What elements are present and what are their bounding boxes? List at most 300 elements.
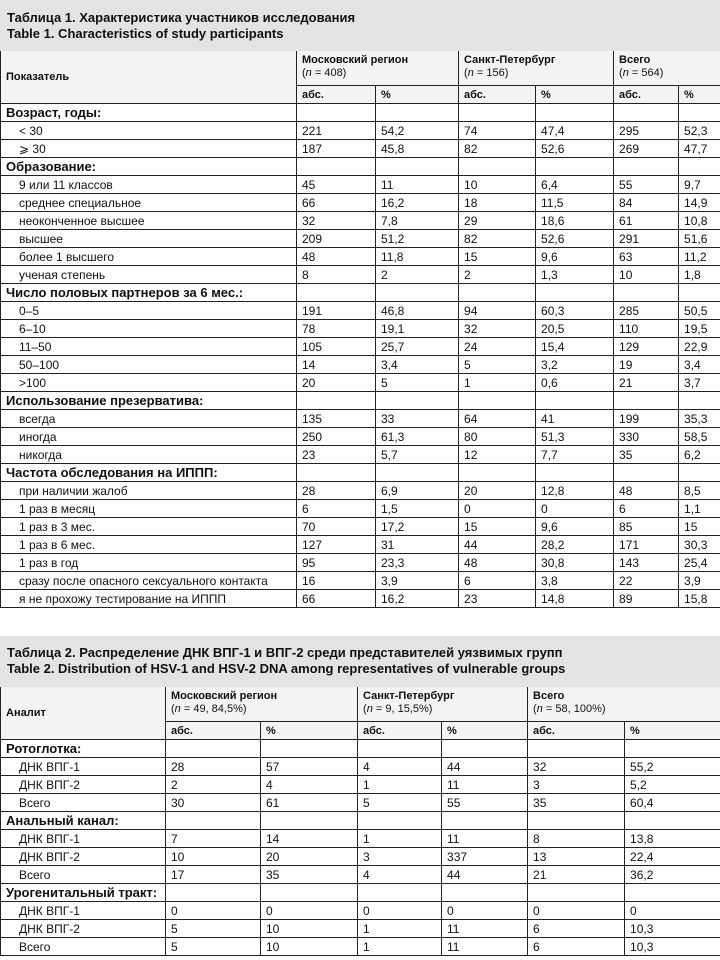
pct-value-cell: 47,7 bbox=[679, 140, 720, 158]
abs-value-cell: 5 bbox=[166, 938, 261, 956]
table-row bbox=[1, 356, 720, 374]
section-title: Ротоглотка: bbox=[1, 740, 166, 758]
section-row bbox=[1, 812, 720, 830]
section-empty-cell bbox=[459, 284, 536, 302]
table-row bbox=[1, 230, 720, 248]
table-row bbox=[1, 140, 720, 158]
row-label: 50–100 bbox=[1, 356, 297, 374]
abs-value-cell: 269 bbox=[614, 140, 679, 158]
section-empty-cell bbox=[679, 464, 720, 482]
pct-value-cell: 25,7 bbox=[376, 338, 459, 356]
table-1-title-en: Table 1. Characteristics of study participants bbox=[7, 26, 284, 41]
abs-value-cell: 32 bbox=[459, 320, 536, 338]
section-title: Частота обследования на ИППП: bbox=[1, 464, 297, 482]
pct-value-cell: 45,8 bbox=[376, 140, 459, 158]
section-empty-cell bbox=[614, 464, 679, 482]
abs-value-cell: 35 bbox=[528, 794, 625, 812]
row-label: ДНК ВПГ-2 bbox=[1, 776, 166, 794]
section-empty-cell bbox=[166, 884, 261, 902]
abs-value-cell: 89 bbox=[614, 590, 679, 608]
pct-value-cell: 16,2 bbox=[376, 590, 459, 608]
section-empty-cell bbox=[614, 392, 679, 410]
row-label: среднее специальное bbox=[1, 194, 297, 212]
abs-value-cell: 3 bbox=[528, 776, 625, 794]
pct-value-cell: 6,9 bbox=[376, 482, 459, 500]
row-label: < 30 bbox=[1, 122, 297, 140]
table-2-title-en: Table 2. Distribution of HSV-1 and HSV-2 DNA among representatives of vulnerable groups bbox=[7, 661, 566, 676]
pct-value-cell: 9,6 bbox=[536, 248, 614, 266]
section-empty-cell bbox=[459, 464, 536, 482]
abs-value-cell: 20 bbox=[459, 482, 536, 500]
pct-value-cell: 22,9 bbox=[679, 338, 720, 356]
table-row bbox=[1, 518, 720, 536]
group-n: (n = 49, 84,5%) bbox=[171, 703, 247, 715]
sub-header-pct: % bbox=[442, 722, 528, 740]
sub-header-abs: абс. bbox=[528, 722, 625, 740]
pct-value-cell: 60,3 bbox=[536, 302, 614, 320]
sub-header-abs: абс. bbox=[358, 722, 442, 740]
table-row bbox=[1, 500, 720, 518]
pct-value-cell: 33 bbox=[376, 410, 459, 428]
table-row bbox=[1, 902, 720, 920]
pct-value-cell: 54,2 bbox=[376, 122, 459, 140]
pct-value-cell: 7,7 bbox=[536, 446, 614, 464]
section-empty-cell bbox=[376, 284, 459, 302]
abs-value-cell: 74 bbox=[459, 122, 536, 140]
abs-value-cell: 30 bbox=[166, 794, 261, 812]
pct-value-cell: 10 bbox=[261, 920, 358, 938]
group-n: (n = 58, 100%) bbox=[533, 703, 606, 715]
table-row bbox=[1, 122, 720, 140]
sub-header-abs: абс. bbox=[459, 86, 536, 104]
section-empty-cell bbox=[679, 158, 720, 176]
table-row bbox=[1, 320, 720, 338]
sub-header-abs: абс. bbox=[166, 722, 261, 740]
row-label: сразу после опасного сексуального контакта bbox=[1, 572, 297, 590]
abs-value-cell: 18 bbox=[459, 194, 536, 212]
abs-value-cell: 0 bbox=[358, 902, 442, 920]
pct-value-cell: 50,5 bbox=[679, 302, 720, 320]
abs-value-cell: 82 bbox=[459, 140, 536, 158]
table-row bbox=[1, 446, 720, 464]
pct-value-cell: 0 bbox=[536, 500, 614, 518]
section-empty-cell bbox=[442, 884, 528, 902]
pct-value-cell: 57 bbox=[261, 758, 358, 776]
pct-value-cell: 51,3 bbox=[536, 428, 614, 446]
group-n: (n = 9, 15,5%) bbox=[363, 703, 433, 715]
abs-value-cell: 330 bbox=[614, 428, 679, 446]
pct-value-cell: 60,4 bbox=[625, 794, 720, 812]
sub-header-pct: % bbox=[261, 722, 358, 740]
abs-value-cell: 0 bbox=[528, 902, 625, 920]
section-title: Возраст, годы: bbox=[1, 104, 297, 122]
table-1-caption bbox=[0, 0, 720, 51]
pct-value-cell: 35 bbox=[261, 866, 358, 884]
group-header-moscow bbox=[297, 51, 459, 86]
row-label: Всего bbox=[1, 794, 166, 812]
abs-value-cell: 8 bbox=[297, 266, 376, 284]
row-label: 6–10 bbox=[1, 320, 297, 338]
group-header-spb bbox=[358, 687, 528, 722]
section-empty-cell bbox=[297, 158, 376, 176]
pct-value-cell: 52,6 bbox=[536, 230, 614, 248]
table-1-body bbox=[1, 104, 720, 608]
abs-value-cell: 20 bbox=[297, 374, 376, 392]
pct-value-cell: 14,8 bbox=[536, 590, 614, 608]
pct-value-cell: 44 bbox=[442, 866, 528, 884]
abs-value-cell: 105 bbox=[297, 338, 376, 356]
section-empty-cell bbox=[536, 392, 614, 410]
section-empty-cell bbox=[614, 104, 679, 122]
abs-value-cell: 32 bbox=[528, 758, 625, 776]
abs-value-cell: 48 bbox=[614, 482, 679, 500]
row-label: 1 раз в год bbox=[1, 554, 297, 572]
pct-value-cell: 30,3 bbox=[679, 536, 720, 554]
table-row bbox=[1, 920, 720, 938]
abs-value-cell: 48 bbox=[297, 248, 376, 266]
section-empty-cell bbox=[536, 464, 614, 482]
pct-value-cell: 1,8 bbox=[679, 266, 720, 284]
abs-value-cell: 143 bbox=[614, 554, 679, 572]
section-empty-cell bbox=[261, 884, 358, 902]
abs-value-cell: 28 bbox=[297, 482, 376, 500]
group-n: (n = 564) bbox=[619, 67, 664, 79]
pct-value-cell: 7,8 bbox=[376, 212, 459, 230]
table-row bbox=[1, 830, 720, 848]
section-row bbox=[1, 158, 720, 176]
pct-value-cell: 3,9 bbox=[376, 572, 459, 590]
section-row bbox=[1, 740, 720, 758]
analyte-header: Аналит bbox=[1, 687, 166, 740]
pct-value-cell: 1,5 bbox=[376, 500, 459, 518]
abs-value-cell: 66 bbox=[297, 194, 376, 212]
pct-value-cell: 2 bbox=[376, 266, 459, 284]
pct-value-cell: 11,5 bbox=[536, 194, 614, 212]
section-empty-cell bbox=[679, 284, 720, 302]
pct-value-cell: 55 bbox=[442, 794, 528, 812]
section-empty-cell bbox=[625, 884, 720, 902]
section-empty-cell bbox=[614, 284, 679, 302]
pct-value-cell: 0 bbox=[442, 902, 528, 920]
table-1-title-ru: Таблица 1. Характеристика участников исследования bbox=[7, 10, 356, 25]
pct-value-cell: 23,3 bbox=[376, 554, 459, 572]
pct-value-cell: 3,9 bbox=[679, 572, 720, 590]
group-header-moscow bbox=[166, 687, 358, 722]
table-2-caption bbox=[0, 636, 720, 687]
abs-value-cell: 35 bbox=[614, 446, 679, 464]
pct-value-cell: 11,8 bbox=[376, 248, 459, 266]
row-label: 11–50 bbox=[1, 338, 297, 356]
section-empty-cell bbox=[679, 104, 720, 122]
abs-value-cell: 135 bbox=[297, 410, 376, 428]
abs-value-cell: 10 bbox=[166, 848, 261, 866]
section-empty-cell bbox=[166, 740, 261, 758]
abs-value-cell: 5 bbox=[459, 356, 536, 374]
row-label: более 1 высшего bbox=[1, 248, 297, 266]
group-n: (n = 156) bbox=[464, 67, 509, 79]
row-label: ДНК ВПГ-1 bbox=[1, 902, 166, 920]
pct-value-cell: 9,6 bbox=[536, 518, 614, 536]
table-row bbox=[1, 590, 720, 608]
sub-header-pct: % bbox=[679, 86, 720, 104]
pct-value-cell: 18,6 bbox=[536, 212, 614, 230]
row-label: неоконченное высшее bbox=[1, 212, 297, 230]
pct-value-cell: 11,2 bbox=[679, 248, 720, 266]
pct-value-cell: 5,2 bbox=[625, 776, 720, 794]
abs-value-cell: 6 bbox=[528, 938, 625, 956]
abs-value-cell: 66 bbox=[297, 590, 376, 608]
pct-value-cell: 15 bbox=[679, 518, 720, 536]
sub-header-pct: % bbox=[536, 86, 614, 104]
abs-value-cell: 0 bbox=[166, 902, 261, 920]
abs-value-cell: 6 bbox=[459, 572, 536, 590]
section-empty-cell bbox=[459, 158, 536, 176]
section-row bbox=[1, 284, 720, 302]
abs-value-cell: 94 bbox=[459, 302, 536, 320]
pct-value-cell: 11 bbox=[442, 830, 528, 848]
abs-value-cell: 1 bbox=[358, 830, 442, 848]
group-n: (n = 408) bbox=[302, 67, 347, 79]
section-empty-cell bbox=[625, 812, 720, 830]
pct-value-cell: 16,2 bbox=[376, 194, 459, 212]
sub-header-abs: абс. bbox=[297, 86, 376, 104]
table-2-title-ru: Таблица 2. Распределение ДНК ВПГ-1 и ВПГ-2 среди представителей уязвимых групп bbox=[7, 645, 563, 660]
pct-value-cell: 25,4 bbox=[679, 554, 720, 572]
pct-value-cell: 10,3 bbox=[625, 938, 720, 956]
abs-value-cell: 191 bbox=[297, 302, 376, 320]
section-row bbox=[1, 884, 720, 902]
row-label: 1 раз в 6 мес. bbox=[1, 536, 297, 554]
row-label: ⩾ 30 bbox=[1, 140, 297, 158]
row-label: я не прохожу тестирование на ИППП bbox=[1, 590, 297, 608]
section-row bbox=[1, 392, 720, 410]
abs-value-cell: 23 bbox=[297, 446, 376, 464]
table-2 bbox=[0, 687, 720, 956]
section-empty-cell bbox=[261, 812, 358, 830]
pct-value-cell: 14,9 bbox=[679, 194, 720, 212]
abs-value-cell: 2 bbox=[459, 266, 536, 284]
abs-value-cell: 8 bbox=[528, 830, 625, 848]
section-empty-cell bbox=[442, 812, 528, 830]
pct-value-cell: 1,1 bbox=[679, 500, 720, 518]
abs-value-cell: 127 bbox=[297, 536, 376, 554]
section-empty-cell bbox=[528, 884, 625, 902]
abs-value-cell: 15 bbox=[459, 248, 536, 266]
pct-value-cell: 6,2 bbox=[679, 446, 720, 464]
pct-value-cell: 0 bbox=[625, 902, 720, 920]
abs-value-cell: 4 bbox=[358, 758, 442, 776]
abs-value-cell: 14 bbox=[297, 356, 376, 374]
abs-value-cell: 24 bbox=[459, 338, 536, 356]
pct-value-cell: 13,8 bbox=[625, 830, 720, 848]
abs-value-cell: 250 bbox=[297, 428, 376, 446]
abs-value-cell: 70 bbox=[297, 518, 376, 536]
table-row bbox=[1, 554, 720, 572]
pct-value-cell: 15,8 bbox=[679, 590, 720, 608]
abs-value-cell: 1 bbox=[358, 920, 442, 938]
abs-value-cell: 6 bbox=[528, 920, 625, 938]
group-header-total bbox=[528, 687, 720, 722]
table-1 bbox=[0, 51, 720, 608]
abs-value-cell: 291 bbox=[614, 230, 679, 248]
abs-value-cell: 285 bbox=[614, 302, 679, 320]
abs-value-cell: 7 bbox=[166, 830, 261, 848]
table-row bbox=[1, 266, 720, 284]
abs-value-cell: 78 bbox=[297, 320, 376, 338]
row-label: ученая степень bbox=[1, 266, 297, 284]
table-row bbox=[1, 302, 720, 320]
section-empty-cell bbox=[297, 284, 376, 302]
pct-value-cell: 0 bbox=[261, 902, 358, 920]
table-row bbox=[1, 212, 720, 230]
group-name: Московский регион bbox=[302, 54, 409, 66]
abs-value-cell: 16 bbox=[297, 572, 376, 590]
row-label: высшее bbox=[1, 230, 297, 248]
abs-value-cell: 171 bbox=[614, 536, 679, 554]
pct-value-cell: 337 bbox=[442, 848, 528, 866]
abs-value-cell: 6 bbox=[297, 500, 376, 518]
table-2-block bbox=[0, 636, 720, 956]
abs-value-cell: 29 bbox=[459, 212, 536, 230]
section-empty-cell bbox=[679, 392, 720, 410]
section-empty-cell bbox=[261, 740, 358, 758]
group-name: Всего bbox=[533, 690, 565, 702]
row-label: иногда bbox=[1, 428, 297, 446]
abs-value-cell: 12 bbox=[459, 446, 536, 464]
group-name: Санкт-Петербург bbox=[464, 54, 556, 66]
table-row bbox=[1, 938, 720, 956]
pct-value-cell: 36,2 bbox=[625, 866, 720, 884]
table-row bbox=[1, 536, 720, 554]
abs-value-cell: 28 bbox=[166, 758, 261, 776]
abs-value-cell: 6 bbox=[614, 500, 679, 518]
row-label: Всего bbox=[1, 938, 166, 956]
section-empty-cell bbox=[358, 812, 442, 830]
section-title: Образование: bbox=[1, 158, 297, 176]
abs-value-cell: 209 bbox=[297, 230, 376, 248]
section-row bbox=[1, 464, 720, 482]
section-title: Использование презерватива: bbox=[1, 392, 297, 410]
abs-value-cell: 48 bbox=[459, 554, 536, 572]
abs-value-cell: 22 bbox=[614, 572, 679, 590]
pct-value-cell: 12,8 bbox=[536, 482, 614, 500]
section-empty-cell bbox=[459, 392, 536, 410]
abs-value-cell: 10 bbox=[459, 176, 536, 194]
pct-value-cell: 44 bbox=[442, 758, 528, 776]
row-label: 0–5 bbox=[1, 302, 297, 320]
row-label: Всего bbox=[1, 866, 166, 884]
pct-value-cell: 15,4 bbox=[536, 338, 614, 356]
pct-value-cell: 51,6 bbox=[679, 230, 720, 248]
pct-value-cell: 52,6 bbox=[536, 140, 614, 158]
pct-value-cell: 31 bbox=[376, 536, 459, 554]
abs-value-cell: 19 bbox=[614, 356, 679, 374]
abs-value-cell: 15 bbox=[459, 518, 536, 536]
abs-value-cell: 95 bbox=[297, 554, 376, 572]
pct-value-cell: 20 bbox=[261, 848, 358, 866]
row-label: ДНК ВПГ-1 bbox=[1, 830, 166, 848]
section-empty-cell bbox=[536, 284, 614, 302]
pct-value-cell: 3,2 bbox=[536, 356, 614, 374]
pct-value-cell: 47,4 bbox=[536, 122, 614, 140]
table-row bbox=[1, 572, 720, 590]
pct-value-cell: 5,7 bbox=[376, 446, 459, 464]
abs-value-cell: 10 bbox=[614, 266, 679, 284]
section-empty-cell bbox=[536, 158, 614, 176]
abs-value-cell: 187 bbox=[297, 140, 376, 158]
abs-value-cell: 44 bbox=[459, 536, 536, 554]
pct-value-cell: 3,7 bbox=[679, 374, 720, 392]
pct-value-cell: 30,8 bbox=[536, 554, 614, 572]
group-name: Московский регион bbox=[171, 690, 278, 702]
table-row bbox=[1, 758, 720, 776]
section-empty-cell bbox=[459, 104, 536, 122]
section-title: Анальный канал: bbox=[1, 812, 166, 830]
section-empty-cell bbox=[536, 104, 614, 122]
abs-value-cell: 1 bbox=[358, 938, 442, 956]
abs-value-cell: 45 bbox=[297, 176, 376, 194]
pct-value-cell: 41 bbox=[536, 410, 614, 428]
pct-value-cell: 5 bbox=[376, 374, 459, 392]
pct-value-cell: 9,7 bbox=[679, 176, 720, 194]
abs-value-cell: 3 bbox=[358, 848, 442, 866]
sub-header-abs: абс. bbox=[614, 86, 679, 104]
pct-value-cell: 61,3 bbox=[376, 428, 459, 446]
group-header-spb bbox=[459, 51, 614, 86]
pct-value-cell: 11 bbox=[442, 938, 528, 956]
group-header-total bbox=[614, 51, 720, 86]
pct-value-cell: 58,5 bbox=[679, 428, 720, 446]
group-name: Всего bbox=[619, 54, 651, 66]
row-label: 1 раз в месяц bbox=[1, 500, 297, 518]
abs-value-cell: 21 bbox=[528, 866, 625, 884]
table-row bbox=[1, 338, 720, 356]
section-empty-cell bbox=[358, 740, 442, 758]
pct-value-cell: 3,8 bbox=[536, 572, 614, 590]
pct-value-cell: 8,5 bbox=[679, 482, 720, 500]
table-row bbox=[1, 866, 720, 884]
row-label: ДНК ВПГ-2 bbox=[1, 848, 166, 866]
abs-value-cell: 0 bbox=[459, 500, 536, 518]
pct-value-cell: 3,4 bbox=[679, 356, 720, 374]
abs-value-cell: 1 bbox=[358, 776, 442, 794]
abs-value-cell: 82 bbox=[459, 230, 536, 248]
pct-value-cell: 51,2 bbox=[376, 230, 459, 248]
table-row bbox=[1, 194, 720, 212]
pct-value-cell: 0,6 bbox=[536, 374, 614, 392]
abs-value-cell: 129 bbox=[614, 338, 679, 356]
pct-value-cell: 20,5 bbox=[536, 320, 614, 338]
pct-value-cell: 22,4 bbox=[625, 848, 720, 866]
pct-value-cell: 46,8 bbox=[376, 302, 459, 320]
section-empty-cell bbox=[625, 740, 720, 758]
row-label: ДНК ВПГ-1 bbox=[1, 758, 166, 776]
table-row bbox=[1, 848, 720, 866]
pct-value-cell: 1,3 bbox=[536, 266, 614, 284]
section-empty-cell bbox=[166, 812, 261, 830]
row-label: при наличии жалоб bbox=[1, 482, 297, 500]
abs-value-cell: 17 bbox=[166, 866, 261, 884]
section-title: Число половых партнеров за 6 мес.: bbox=[1, 284, 297, 302]
pct-value-cell: 10,8 bbox=[679, 212, 720, 230]
pct-value-cell: 28,2 bbox=[536, 536, 614, 554]
abs-value-cell: 13 bbox=[528, 848, 625, 866]
pct-value-cell: 55,2 bbox=[625, 758, 720, 776]
pct-value-cell: 3,4 bbox=[376, 356, 459, 374]
pct-value-cell: 10 bbox=[261, 938, 358, 956]
abs-value-cell: 64 bbox=[459, 410, 536, 428]
indicator-header: Показатель bbox=[1, 51, 297, 104]
